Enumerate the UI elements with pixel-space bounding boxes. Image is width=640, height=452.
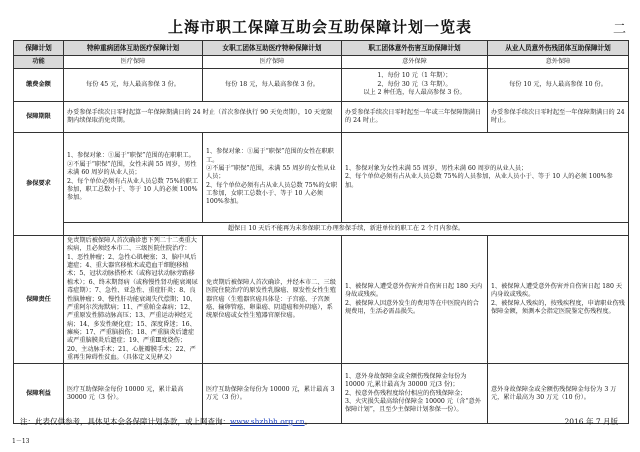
cell-line: 1、被保障人遭受意外伤害并自伤害日起 180 天内身故或残疾。 xyxy=(491,282,623,299)
cell-line: 2、每份 30 元（3 年期）。 xyxy=(377,80,452,88)
table-cell: 医疗保障 xyxy=(203,56,342,69)
cell-line: 1、意外身故保障金或全额伤残保障金每份为 10000 元,累计最高为 30000 元(3 份)； xyxy=(345,372,467,389)
table-cell: 医疗互助保障金每份为 10000 元，累计最高 3 万元（3 份）。 xyxy=(203,364,342,424)
table-cell xyxy=(64,133,203,223)
requirement-note-row xyxy=(14,223,629,236)
edition-date: 2016 年 7 月版 xyxy=(564,417,618,426)
table-cell: 办妥参保手续次日零时起至一年保障期满日的 24 时止。 xyxy=(488,102,629,133)
header-cell: 女职工团体互助医疗特种保障计划 xyxy=(203,41,342,56)
fee-row xyxy=(14,69,629,102)
table-cell: 每份 18 元，每人最高参保 3 份。 xyxy=(203,69,342,102)
table-cell xyxy=(342,364,488,424)
row-label: 保障利益 xyxy=(14,364,64,424)
cell-line: ②不属于“职保”范围，女性未满 55 周岁，男性未满 60 周岁的从业人员； xyxy=(67,160,197,177)
cell-line: 1、参保对象：①属于“职保”范围的女性在职职工。 xyxy=(206,148,334,164)
cell-line: 1、每份 10 元（1 年期）； xyxy=(377,72,452,80)
website-link[interactable]: www.shzhbh.org.cn xyxy=(230,417,305,426)
cell-line: 3、火灾损失最高给付保障金 10000 元（含“意外保障计划”，且至少主保障计划参保一份）。 xyxy=(345,398,481,414)
table-cell: 医疗保障 xyxy=(64,56,203,69)
table-cell: 办妥参保手续次日零时起至一年或三年保障期满日的 24 时止。 xyxy=(342,102,488,133)
requirement-row xyxy=(14,133,629,223)
cell-line: 2、每个单位必须有占从业人员总数 75%的女职工参加，女职工总数小于、等于 10 人必须 100%参加。 xyxy=(206,181,338,206)
table-cell: 免责期后被保障人首次确诊，并经本市二、三级医院住院治疗的原发性乳腺癌、原发性女性生殖器官癌（生殖器官癌具体是：子宫癌、子宫颈癌、输卵管癌、卵巢癌、阴道癌和外阴癌），系统原位癌或女性生殖器官原位癌。 xyxy=(203,236,342,364)
table-cell xyxy=(488,236,629,364)
page-tag: 二 xyxy=(612,22,626,37)
table-cell: 办妥参保手续次日零时起算一年保障期满日的 24 时止（首次参保执行 90 天免责期），10 天宽限期内续保取消免责期。 xyxy=(64,102,342,133)
table-cell: 每份 45 元，每人最高参保 3 份。 xyxy=(64,69,203,102)
cell-line: 2、被保障人残疾的，按残疾程度，申请职业伤残保障金额，须测本会指定医院鉴定伤残程度。 xyxy=(491,299,625,316)
table-cell: 意外身故保障金或全额伤残保障金每份为 3 万元，累计最高为 30 万元（10 份）。 xyxy=(488,364,629,424)
header-cell: 保障计划 xyxy=(14,41,64,56)
row-label: 保障责任 xyxy=(14,236,64,364)
table-cell xyxy=(342,133,629,223)
table-cell: 意外保障 xyxy=(488,56,629,69)
cell-line: 2、每个单位必须有占从业人员总数 75%的职工参加，职工总数小于、等于 10 人的必须 100%参加。 xyxy=(67,177,199,202)
row-label: 功能 xyxy=(14,56,64,69)
header-cell: 职工团体意外伤害互助保障计划 xyxy=(342,41,488,56)
row-label: 缴费金额 xyxy=(14,69,64,102)
table-cell: 免责期后被保障人首次确诊患下列二十二类重大疾病，且必须经本市二、三级医院住院治疗：1、恶性肿瘤；2、急性心肌梗塞；3、脑中风后遗症；4、重大器官移植术或造血干细胞移植术；5、冠状动脉搭桥术（或称冠状动脉旁路移植术）；6、终末期肾病（或称慢性肾功能衰竭尿毒症期）；7、急性、亚急性、重症肝炎；8、良性脑肿瘤；9、慢性肝功能衰竭失代偿期；10、严重阿尔茨海默病；11、严重帕金森病；12、严重原发性肺动脉高压；13、严重运动神经元病；14、多发性硬化症；15、深度昏迷；16、瘫痪；17、严重脑损伤；18、严重脑炎后遗症或严重脑膜炎后遗症；19、严重Ⅲ度烧伤；20、主动脉手术；21、心脏瓣膜手术；22、严重再生障碍性贫血。（具体定义见释义） xyxy=(64,236,203,364)
row-label: 参保要求 xyxy=(14,133,64,236)
row-label: 保障期限 xyxy=(14,102,64,133)
cell-line: 1、参保对象：①属于“职保”范围的在职职工。 xyxy=(67,152,195,160)
function-row xyxy=(14,56,629,69)
benefit-row xyxy=(14,364,629,424)
cell-line: ②不属于“职保”范围，未满 55 周岁的女性从业人员； xyxy=(206,164,336,181)
header-cell: 特种重病团体互助医疗保障计划 xyxy=(64,41,203,56)
page-title: 上海市职工保障互助会互助保障计划一览表 xyxy=(167,18,472,36)
page-number: 1－13 xyxy=(12,438,30,445)
footer-note xyxy=(20,416,312,427)
cell-line: 2、被保障人因意外发生的费用等在中医院内的合规费用，生活必需品损失。 xyxy=(345,299,479,316)
footer-note-end: 。 xyxy=(304,417,313,426)
table-cell: 超保日 10 天后不能再为未参保职工办理参保手续，新进单位的职工在 2 个月内参保。 xyxy=(64,223,629,236)
table-cell xyxy=(203,133,342,223)
table-cell: 每份 10 元，每人最高参保 10 份。 xyxy=(488,69,629,102)
table-cell: 意外保障 xyxy=(342,56,488,69)
table-cell xyxy=(342,69,488,102)
table-cell xyxy=(342,236,488,364)
header-cell: 从业人员意外伤残团体互助保障计划 xyxy=(488,41,629,56)
cell-line: 2、每个单位必须有占从业人员总数 75%的人员参加，从业人员小于、等于 10 人的必须 100%参加。 xyxy=(345,173,613,189)
header-row xyxy=(14,41,629,56)
cell-line: 以上 2 种任选，每人最高参保 3 份。 xyxy=(363,89,466,97)
footer-note-text: 注：此表仅供参考，具体见本会各保障计划条款，或上网查询： xyxy=(20,417,230,426)
plan-table xyxy=(13,40,629,424)
cell-line: 1、被保障人遭受意外伤害并自伤害日起 180 天内身故或残疾。 xyxy=(345,282,483,299)
cell-line: 1、参保对象为女性未满 55 周岁，男性未满 60 周岁的从业人员； xyxy=(345,164,528,172)
table-cell: 医疗互助保障金每份 10000 元，累计最高 30000 元（3 份）。 xyxy=(64,364,203,424)
liability-row xyxy=(14,236,629,364)
period-row xyxy=(14,102,629,133)
cell-line: 2、按意外伤残程度给付相应的伤残保障金； xyxy=(345,389,467,397)
